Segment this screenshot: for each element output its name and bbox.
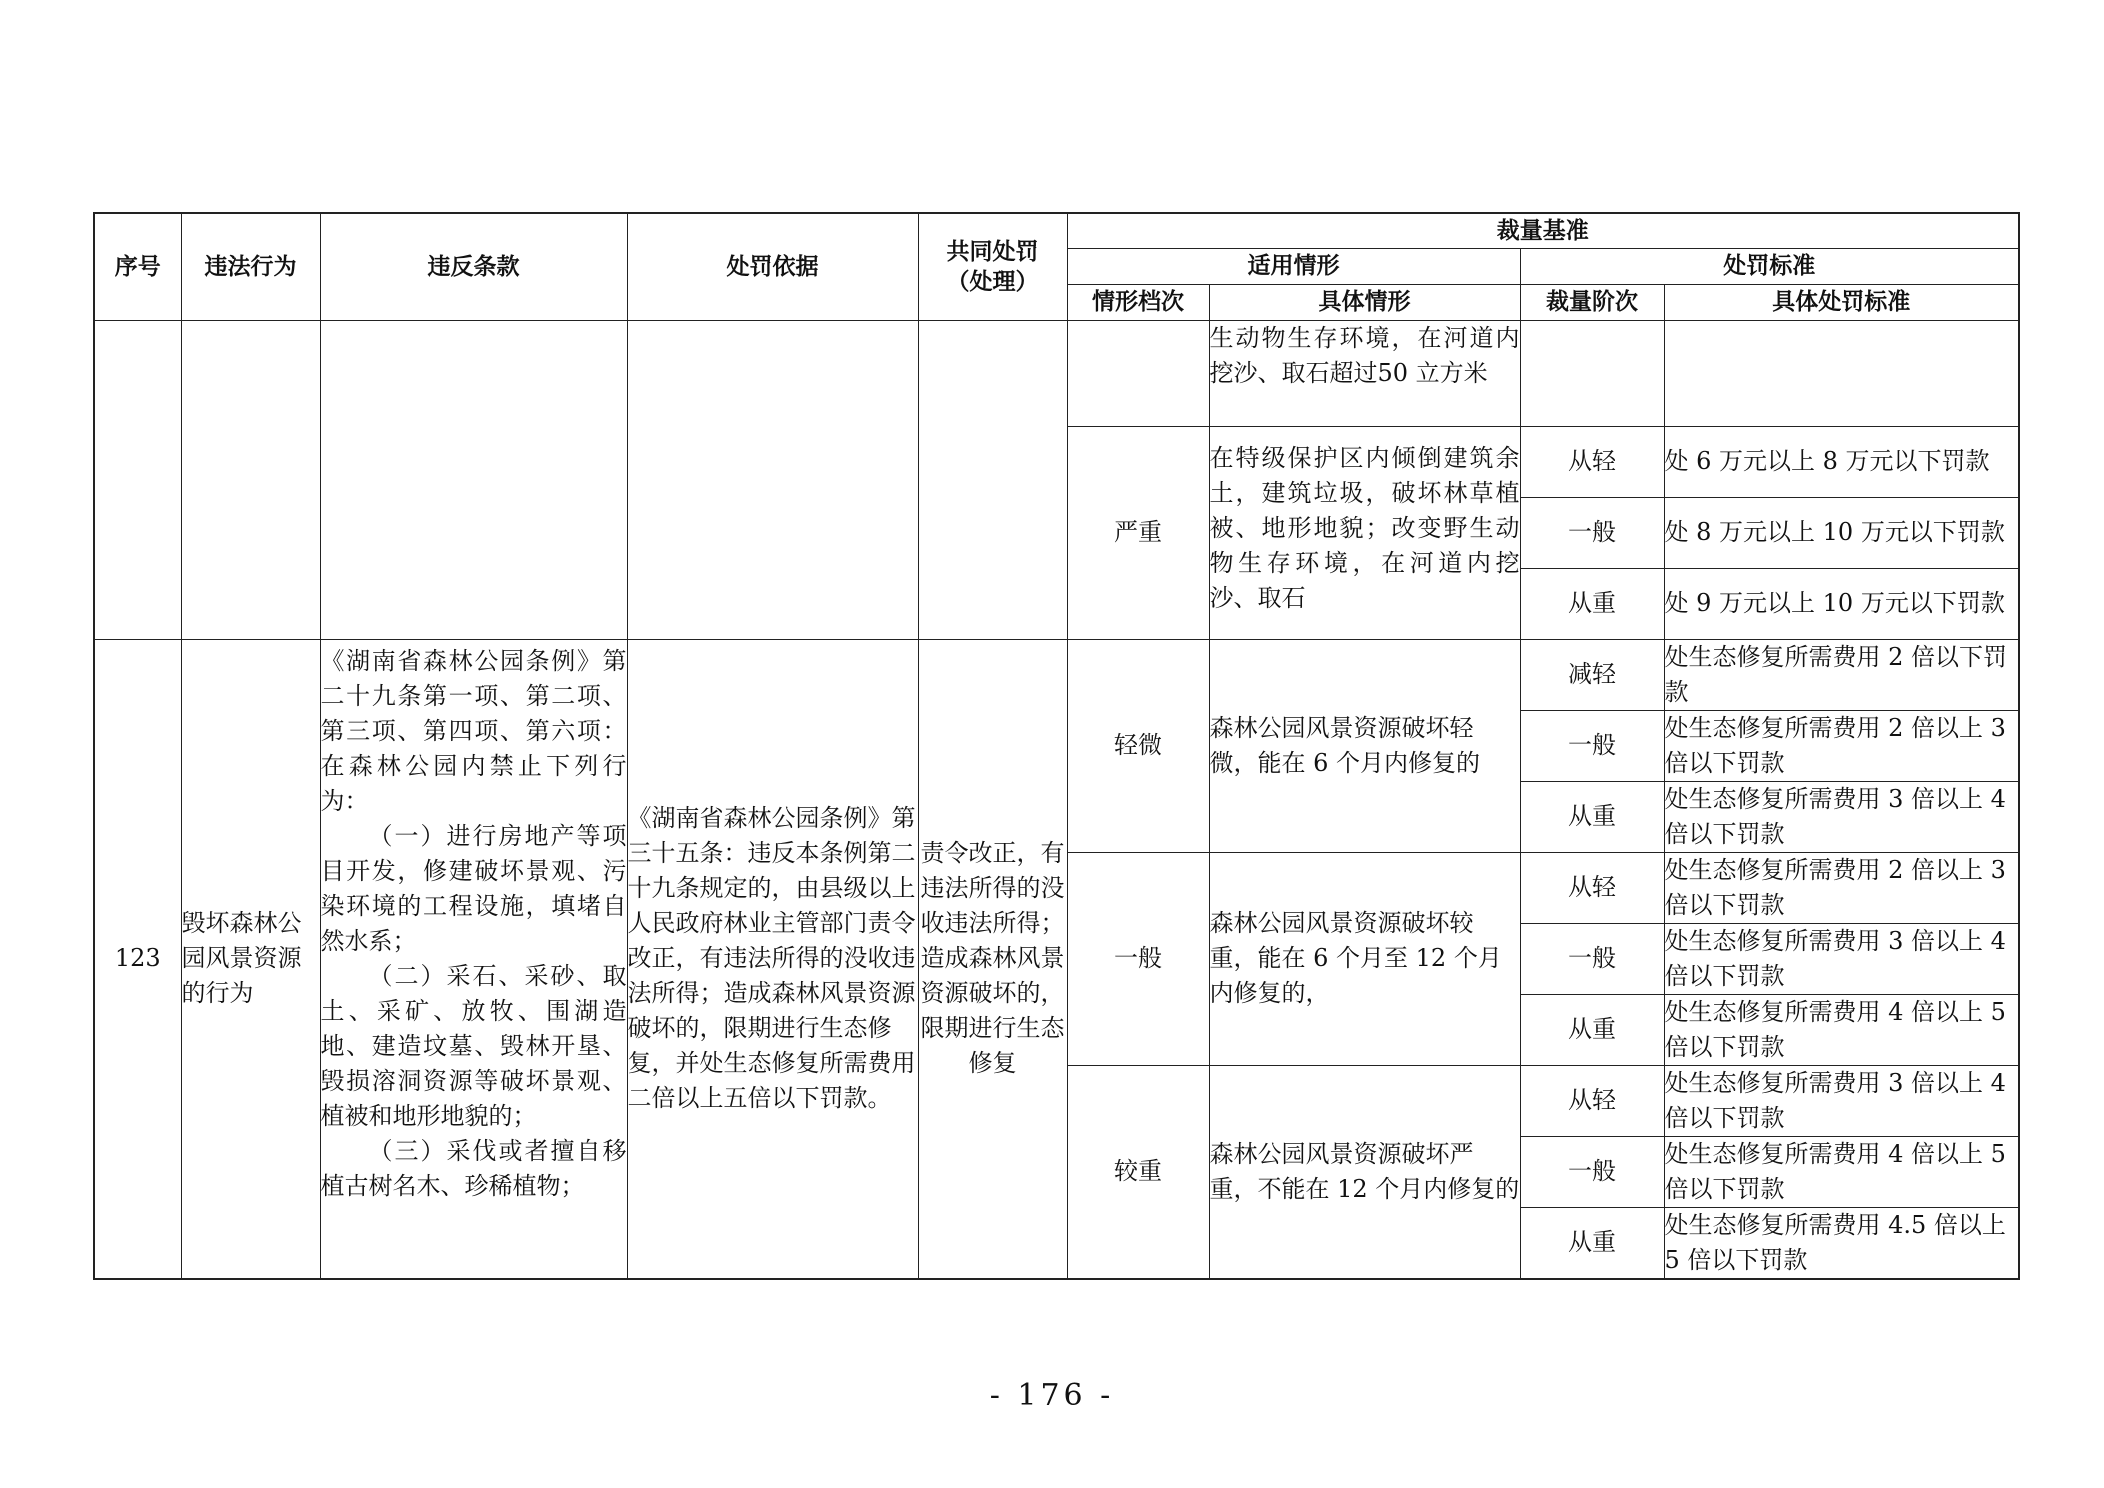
- discretion-step: 从轻: [1520, 852, 1664, 923]
- item-violated-clause: [320, 639, 627, 1279]
- discretion-step: 从重: [1520, 781, 1664, 852]
- header-discretion-standard: 裁量基准: [1067, 213, 2019, 248]
- level-situation: 森林公园风景资源破坏轻微，能在 6 个月内修复的: [1209, 639, 1520, 852]
- item-penalty-basis: 《湖南省森林公园条例》第三十五条：违反本条例第二十九条规定的，由县级以上人民政府林业主管部门责令改正，有违法所得的没收违法所得；造成森林风景资源破坏的，限期进行生态修复，并处生态修复所需费用二倍以上五倍以下罚款。: [627, 639, 918, 1279]
- prev-joint-cell: [918, 320, 1067, 639]
- severe-situation: 在特级保护区内倾倒建筑余土，建筑垃圾，破坏林草植被、地形地貌；改变野生动物生存环境，在河道内挖沙、取石: [1209, 426, 1520, 639]
- header-joint-penalty-line1: 共同处罚: [946, 238, 1039, 265]
- header-violation: 违法行为: [181, 213, 320, 320]
- discretion-step: 从重: [1520, 1207, 1664, 1279]
- penalty-text: 处生态修复所需费用 3 倍以上 4 倍以下罚款: [1664, 923, 2019, 994]
- penalty-text: 处生态修复所需费用 4.5 倍以上 5 倍以下罚款: [1664, 1207, 2019, 1279]
- discretion-step: 一般: [1520, 710, 1664, 781]
- prev-clause-cell: [320, 320, 627, 639]
- header-situation-level: 情形档次: [1067, 284, 1209, 320]
- prev-serial-cell: [94, 320, 181, 639]
- clause-intro: 《湖南省森林公园条例》第二十九条第一项、第二项、第三项、第四项、第六项：在森林公园内禁止下列行为：: [320, 646, 627, 815]
- item-joint-penalty: 责令改正，有违法所得的没收违法所得；造成森林风景资源破坏的，限期进行生态修复: [918, 639, 1067, 1279]
- discretion-standard-table: [93, 212, 2020, 1280]
- header-row-1: [94, 213, 2019, 248]
- discretion-step: 从轻: [1520, 426, 1664, 497]
- discretion-step: 一般: [1520, 497, 1664, 568]
- level-label: 轻微: [1067, 639, 1209, 852]
- penalty-text: 处生态修复所需费用 2 倍以下罚款: [1664, 639, 2019, 710]
- prev-step-cell: [1520, 320, 1664, 426]
- penalty-text: 处生态修复所需费用 4 倍以上 5 倍以下罚款: [1664, 1136, 2019, 1207]
- penalty-text: 处生态修复所需费用 3 倍以上 4 倍以下罚款: [1664, 781, 2019, 852]
- prev-violation-cell: [181, 320, 320, 639]
- discretion-step: 从重: [1520, 568, 1664, 639]
- clause-item-2: （二）采石、采砂、取土、采矿、放牧、围湖造地、建造坟墓、毁林开垦、毁损溶洞资源等破坏景观、植被和地形地貌的；: [320, 961, 627, 1130]
- page-number: - 176 -: [989, 1378, 1115, 1413]
- item-serial: 123: [94, 639, 181, 1279]
- clause-item-3: （三）采伐或者擅自移植古树名木、珍稀植物；: [320, 1136, 627, 1200]
- header-joint-penalty-line2: （处理）: [946, 268, 1039, 295]
- prev-situation-continued: 生动物生存环境，在河道内挖沙、取石超过50 立方米: [1209, 320, 1520, 426]
- table-row: [94, 639, 2019, 710]
- item-violation: 毁坏森林公园风景资源的行为: [181, 639, 320, 1279]
- level-situation: 森林公园风景资源破坏严重，不能在 12 个月内修复的: [1209, 1065, 1520, 1279]
- penalty-text: 处生态修复所需费用 2 倍以上 3 倍以下罚款: [1664, 710, 2019, 781]
- penalty-text: 处 6 万元以上 8 万元以下罚款: [1664, 426, 2019, 497]
- level-label: 一般: [1067, 852, 1209, 1065]
- table-row: [94, 320, 2019, 426]
- penalty-text: 处生态修复所需费用 2 倍以上 3 倍以下罚款: [1664, 852, 2019, 923]
- discretion-step: 从轻: [1520, 1065, 1664, 1136]
- prev-level-cell: [1067, 320, 1209, 426]
- clause-item-1: （一）进行房地产等项目开发，修建破坏景观、污染环境的工程设施，填堵自然水系；: [320, 821, 627, 955]
- penalty-text: 处生态修复所需费用 3 倍以上 4 倍以下罚款: [1664, 1065, 2019, 1136]
- discretion-step: 一般: [1520, 923, 1664, 994]
- discretion-step: 从重: [1520, 994, 1664, 1065]
- penalty-text: 处 8 万元以上 10 万元以下罚款: [1664, 497, 2019, 568]
- header-applicable-situation: 适用情形: [1067, 248, 1520, 284]
- discretion-step: 减轻: [1520, 639, 1664, 710]
- header-joint-penalty: [918, 213, 1067, 320]
- level-label: 较重: [1067, 1065, 1209, 1279]
- severe-level: 严重: [1067, 426, 1209, 639]
- penalty-text: 处生态修复所需费用 4 倍以上 5 倍以下罚款: [1664, 994, 2019, 1065]
- header-specific-penalty: 具体处罚标准: [1664, 284, 2019, 320]
- header-serial: 序号: [94, 213, 181, 320]
- prev-basis-cell: [627, 320, 918, 639]
- level-situation: 森林公园风景资源破坏较重，能在 6 个月至 12 个月内修复的，: [1209, 852, 1520, 1065]
- header-specific-situation: 具体情形: [1209, 284, 1520, 320]
- prev-penalty-cell: [1664, 320, 2019, 426]
- header-penalty-standard: 处罚标准: [1520, 248, 2019, 284]
- discretion-step: 一般: [1520, 1136, 1664, 1207]
- header-discretion-level: 裁量阶次: [1520, 284, 1664, 320]
- header-penalty-basis: 处罚依据: [627, 213, 918, 320]
- penalty-text: 处 9 万元以上 10 万元以下罚款: [1664, 568, 2019, 639]
- header-violated-clause: 违反条款: [320, 213, 627, 320]
